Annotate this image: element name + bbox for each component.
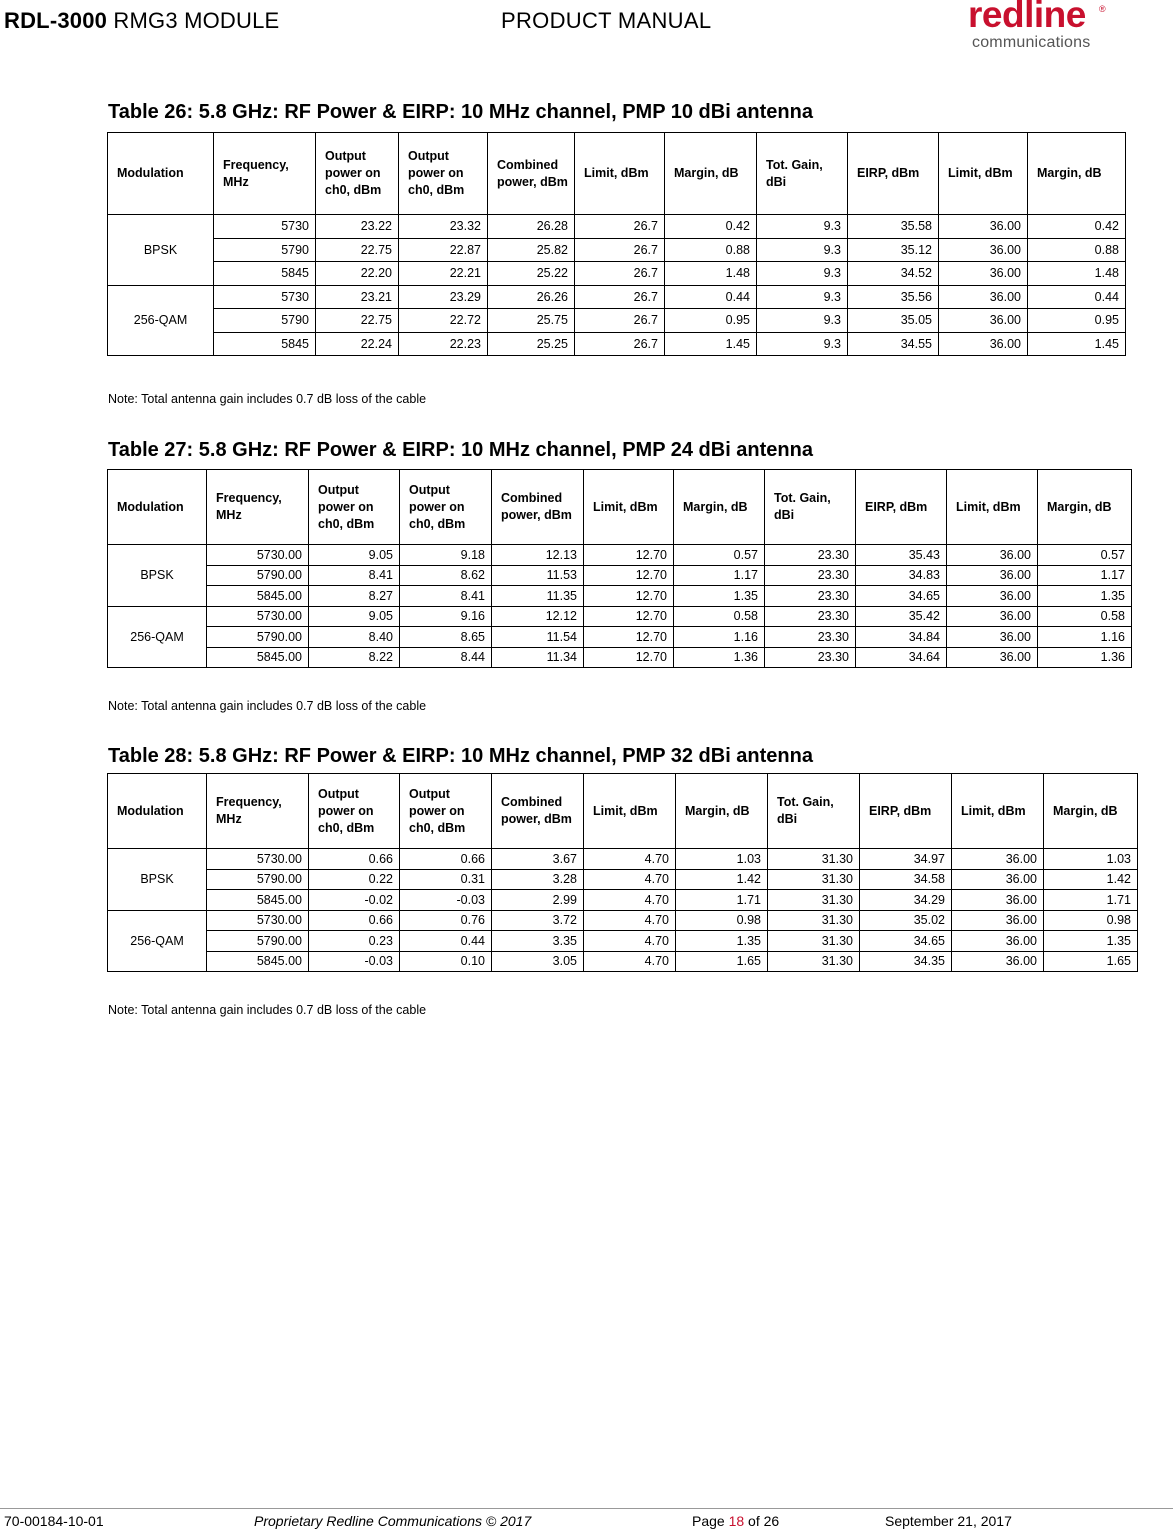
table-cell: 1.42 bbox=[676, 869, 768, 890]
table-cell: 23.30 bbox=[765, 627, 856, 648]
table-cell: 5845.00 bbox=[207, 951, 309, 972]
table-row bbox=[108, 869, 1138, 890]
table-26-note: Note: Total antenna gain includes 0.7 dB loss of the cable bbox=[108, 392, 427, 406]
table-cell: 1.16 bbox=[1038, 627, 1132, 648]
table-cell: 12.70 bbox=[584, 647, 674, 668]
table-row bbox=[108, 545, 1132, 566]
table-cell: 5790 bbox=[214, 238, 316, 262]
table-cell: 36.00 bbox=[947, 606, 1038, 627]
table-cell: 5845.00 bbox=[207, 647, 309, 668]
table-row bbox=[108, 262, 1126, 286]
table-cell: 0.23 bbox=[309, 931, 400, 952]
column-header: Tot. Gain, dBi bbox=[768, 774, 860, 849]
table-row bbox=[108, 215, 1126, 239]
page-header bbox=[0, 0, 1173, 60]
table-cell: 5845.00 bbox=[207, 586, 309, 607]
table-cell: 1.35 bbox=[1044, 931, 1138, 952]
column-header: Limit, dBm bbox=[939, 133, 1028, 215]
table-cell: 0.88 bbox=[1028, 238, 1126, 262]
table-cell: 34.65 bbox=[860, 931, 952, 952]
table-row bbox=[108, 951, 1138, 972]
table-cell: 25.82 bbox=[488, 238, 575, 262]
column-header: Margin, dB bbox=[1044, 774, 1138, 849]
table-cell: 12.12 bbox=[492, 606, 584, 627]
table-cell: 0.66 bbox=[400, 849, 492, 870]
table-cell: 23.30 bbox=[765, 545, 856, 566]
table-27-note: Note: Total antenna gain includes 0.7 dB loss of the cable bbox=[108, 699, 427, 713]
table-cell: 1.48 bbox=[665, 262, 757, 286]
table-cell: 5845 bbox=[214, 332, 316, 356]
table-cell: 8.27 bbox=[309, 586, 400, 607]
table-cell: 36.00 bbox=[939, 238, 1028, 262]
table-row bbox=[108, 285, 1126, 309]
table-cell: 11.34 bbox=[492, 647, 584, 668]
table-cell: 9.16 bbox=[400, 606, 492, 627]
table-cell: 22.72 bbox=[399, 309, 488, 333]
table-cell: 5790.00 bbox=[207, 869, 309, 890]
table-27 bbox=[107, 469, 1132, 668]
table-cell: 5845.00 bbox=[207, 890, 309, 911]
table-cell: 36.00 bbox=[947, 647, 1038, 668]
table-cell: 31.30 bbox=[768, 951, 860, 972]
table-cell: 0.44 bbox=[1028, 285, 1126, 309]
table-cell: 35.56 bbox=[848, 285, 939, 309]
table-cell: 1.48 bbox=[1028, 262, 1126, 286]
column-header: Output power on ch0, dBm bbox=[316, 133, 399, 215]
table-cell: 5845 bbox=[214, 262, 316, 286]
table-cell: 36.00 bbox=[952, 869, 1044, 890]
column-header: Margin, dB bbox=[1028, 133, 1126, 215]
table-cell: 9.3 bbox=[757, 238, 848, 262]
table-cell: 25.75 bbox=[488, 309, 575, 333]
table-cell: 23.30 bbox=[765, 647, 856, 668]
column-header: EIRP, dBm bbox=[848, 133, 939, 215]
table-cell: 34.52 bbox=[848, 262, 939, 286]
table-cell: 0.44 bbox=[665, 285, 757, 309]
table-cell: 23.30 bbox=[765, 565, 856, 586]
modulation-cell: BPSK bbox=[108, 849, 207, 911]
doc-number: 70-00184-10-01 bbox=[4, 1513, 104, 1529]
table-cell: 23.32 bbox=[399, 215, 488, 239]
table-cell: 31.30 bbox=[768, 849, 860, 870]
column-header: Combined power, dBm bbox=[492, 774, 584, 849]
table-cell: 0.95 bbox=[1028, 309, 1126, 333]
table-28-note: Note: Total antenna gain includes 0.7 dB loss of the cable bbox=[108, 1003, 427, 1017]
table-cell: 1.03 bbox=[676, 849, 768, 870]
column-header: Output power on ch0, dBm bbox=[399, 133, 488, 215]
column-header: Tot. Gain, dBi bbox=[757, 133, 848, 215]
table-cell: 1.35 bbox=[676, 931, 768, 952]
table-cell: 8.41 bbox=[309, 565, 400, 586]
column-header: Frequency, MHz bbox=[207, 470, 309, 545]
publication-date: September 21, 2017 bbox=[885, 1513, 1012, 1529]
table-cell: 1.71 bbox=[1044, 890, 1138, 911]
table-cell: 26.7 bbox=[575, 332, 665, 356]
table-cell: 22.75 bbox=[316, 309, 399, 333]
current-page-number: 18 bbox=[728, 1513, 745, 1529]
column-header: Limit, dBm bbox=[575, 133, 665, 215]
table-cell: 34.84 bbox=[856, 627, 947, 648]
column-header: EIRP, dBm bbox=[856, 470, 947, 545]
table-cell: 12.13 bbox=[492, 545, 584, 566]
table-cell: 0.10 bbox=[400, 951, 492, 972]
table-cell: 36.00 bbox=[952, 849, 1044, 870]
table-cell: 26.26 bbox=[488, 285, 575, 309]
table-cell: 1.65 bbox=[1044, 951, 1138, 972]
table-cell: 23.29 bbox=[399, 285, 488, 309]
table-cell: 1.17 bbox=[674, 565, 765, 586]
table-cell: 31.30 bbox=[768, 931, 860, 952]
table-cell: 1.17 bbox=[1038, 565, 1132, 586]
table-row bbox=[108, 910, 1138, 931]
table-row bbox=[108, 849, 1138, 870]
table-cell: 5730 bbox=[214, 285, 316, 309]
table-cell: 5790.00 bbox=[207, 565, 309, 586]
table-cell: 5790 bbox=[214, 309, 316, 333]
table-cell: 26.7 bbox=[575, 262, 665, 286]
table-cell: 34.35 bbox=[860, 951, 952, 972]
table-cell: 0.95 bbox=[665, 309, 757, 333]
table-cell: 9.3 bbox=[757, 262, 848, 286]
table-cell: 8.41 bbox=[400, 586, 492, 607]
footer-divider bbox=[0, 1508, 1173, 1509]
table-row bbox=[108, 647, 1132, 668]
column-header: Margin, dB bbox=[665, 133, 757, 215]
table-cell: 2.99 bbox=[492, 890, 584, 911]
table-cell: 0.98 bbox=[1044, 910, 1138, 931]
table-cell: 3.05 bbox=[492, 951, 584, 972]
column-header: EIRP, dBm bbox=[860, 774, 952, 849]
logo-registered-mark: ® bbox=[1099, 4, 1106, 14]
column-header: Margin, dB bbox=[1038, 470, 1132, 545]
table-cell: 22.87 bbox=[399, 238, 488, 262]
table-cell: 11.53 bbox=[492, 565, 584, 586]
table-cell: 26.7 bbox=[575, 215, 665, 239]
column-header: Combined power, dBm bbox=[488, 133, 575, 215]
table-cell: 1.36 bbox=[1038, 647, 1132, 668]
table-cell: 12.70 bbox=[584, 606, 674, 627]
table-cell: -0.03 bbox=[400, 890, 492, 911]
redline-logo bbox=[968, 0, 1108, 56]
column-header: Modulation bbox=[108, 470, 207, 545]
table-cell: 0.42 bbox=[665, 215, 757, 239]
table-cell: 9.3 bbox=[757, 285, 848, 309]
copyright-notice: Proprietary Redline Communications © 2017 bbox=[254, 1513, 532, 1529]
table-cell: 5730.00 bbox=[207, 545, 309, 566]
table-26 bbox=[107, 132, 1126, 356]
column-header: Limit, dBm bbox=[947, 470, 1038, 545]
table-cell: 36.00 bbox=[947, 627, 1038, 648]
table-cell: 4.70 bbox=[584, 931, 676, 952]
logo-wordmark: redline bbox=[968, 0, 1086, 35]
table-cell: -0.02 bbox=[309, 890, 400, 911]
table-cell: 4.70 bbox=[584, 890, 676, 911]
table-cell: 34.29 bbox=[860, 890, 952, 911]
table-cell: 22.20 bbox=[316, 262, 399, 286]
table-cell: 35.58 bbox=[848, 215, 939, 239]
table-cell: 35.43 bbox=[856, 545, 947, 566]
table-row bbox=[108, 586, 1132, 607]
table-cell: 22.21 bbox=[399, 262, 488, 286]
table-cell: 8.40 bbox=[309, 627, 400, 648]
column-header: Output power on ch0, dBm bbox=[400, 774, 492, 849]
table-cell: 8.65 bbox=[400, 627, 492, 648]
table-cell: 35.02 bbox=[860, 910, 952, 931]
table-cell: 3.35 bbox=[492, 931, 584, 952]
table-cell: 31.30 bbox=[768, 910, 860, 931]
table-cell: 5730.00 bbox=[207, 849, 309, 870]
table-cell: 12.70 bbox=[584, 586, 674, 607]
table-cell: 9.05 bbox=[309, 606, 400, 627]
modulation-cell: 256-QAM bbox=[108, 606, 207, 668]
table-cell: 26.7 bbox=[575, 238, 665, 262]
table-cell: 1.45 bbox=[665, 332, 757, 356]
table-cell: 1.45 bbox=[1028, 332, 1126, 356]
table-cell: 9.3 bbox=[757, 215, 848, 239]
table-cell: 34.64 bbox=[856, 647, 947, 668]
table-cell: 8.44 bbox=[400, 647, 492, 668]
table-row bbox=[108, 627, 1132, 648]
table-cell: 36.00 bbox=[952, 890, 1044, 911]
column-header: Output power on ch0, dBm bbox=[400, 470, 492, 545]
table-cell: -0.03 bbox=[309, 951, 400, 972]
column-header: Limit, dBm bbox=[584, 470, 674, 545]
table-cell: 0.66 bbox=[309, 849, 400, 870]
table-cell: 11.35 bbox=[492, 586, 584, 607]
table-cell: 4.70 bbox=[584, 849, 676, 870]
manual-title: PRODUCT MANUAL bbox=[501, 8, 712, 33]
table-cell: 23.30 bbox=[765, 606, 856, 627]
modulation-cell: 256-QAM bbox=[108, 285, 214, 356]
table-cell: 3.28 bbox=[492, 869, 584, 890]
page-indicator: Page 18 of 26 bbox=[692, 1513, 780, 1529]
table-cell: 23.21 bbox=[316, 285, 399, 309]
column-header: Margin, dB bbox=[674, 470, 765, 545]
table-cell: 25.22 bbox=[488, 262, 575, 286]
table-cell: 34.65 bbox=[856, 586, 947, 607]
table-row bbox=[108, 332, 1126, 356]
table-cell: 36.00 bbox=[939, 309, 1028, 333]
table-cell: 0.22 bbox=[309, 869, 400, 890]
table-cell: 34.55 bbox=[848, 332, 939, 356]
table-row bbox=[108, 565, 1132, 586]
table-cell: 1.71 bbox=[676, 890, 768, 911]
table-cell: 36.00 bbox=[939, 262, 1028, 286]
table-cell: 26.28 bbox=[488, 215, 575, 239]
table-cell: 34.83 bbox=[856, 565, 947, 586]
column-header: Margin, dB bbox=[676, 774, 768, 849]
table-cell: 0.66 bbox=[309, 910, 400, 931]
table-row bbox=[108, 606, 1132, 627]
table-cell: 0.58 bbox=[1038, 606, 1132, 627]
table-cell: 25.25 bbox=[488, 332, 575, 356]
table-cell: 0.57 bbox=[1038, 545, 1132, 566]
table-cell: 1.36 bbox=[674, 647, 765, 668]
table-cell: 5790.00 bbox=[207, 931, 309, 952]
table-cell: 4.70 bbox=[584, 951, 676, 972]
table-cell: 1.42 bbox=[1044, 869, 1138, 890]
table-cell: 11.54 bbox=[492, 627, 584, 648]
table-cell: 0.44 bbox=[400, 931, 492, 952]
table-cell: 36.00 bbox=[952, 931, 1044, 952]
table-28-title: Table 28: 5.8 GHz: RF Power & EIRP: 10 MHz channel, PMP 32 dBi antenna bbox=[108, 745, 813, 767]
column-header: Output power on ch0, dBm bbox=[309, 774, 400, 849]
table-cell: 4.70 bbox=[584, 910, 676, 931]
modulation-cell: BPSK bbox=[108, 545, 207, 607]
table-cell: 1.16 bbox=[674, 627, 765, 648]
table-cell: 1.35 bbox=[674, 586, 765, 607]
table-cell: 9.05 bbox=[309, 545, 400, 566]
table-cell: 5790.00 bbox=[207, 627, 309, 648]
table-cell: 9.18 bbox=[400, 545, 492, 566]
table-cell: 0.31 bbox=[400, 869, 492, 890]
column-header: Frequency, MHz bbox=[214, 133, 316, 215]
table-cell: 36.00 bbox=[952, 951, 1044, 972]
table-cell: 0.98 bbox=[676, 910, 768, 931]
table-cell: 3.72 bbox=[492, 910, 584, 931]
table-cell: 36.00 bbox=[939, 332, 1028, 356]
column-header: Tot. Gain, dBi bbox=[765, 470, 856, 545]
table-row bbox=[108, 238, 1126, 262]
column-header: Output power on ch0, dBm bbox=[309, 470, 400, 545]
table-cell: 36.00 bbox=[947, 545, 1038, 566]
column-header: Combined power, dBm bbox=[492, 470, 584, 545]
table-cell: 36.00 bbox=[947, 565, 1038, 586]
column-header: Limit, dBm bbox=[952, 774, 1044, 849]
table-cell: 12.70 bbox=[584, 565, 674, 586]
table-cell: 22.24 bbox=[316, 332, 399, 356]
table-cell: 23.22 bbox=[316, 215, 399, 239]
table-cell: 1.35 bbox=[1038, 586, 1132, 607]
table-cell: 36.00 bbox=[947, 586, 1038, 607]
table-28 bbox=[107, 773, 1138, 972]
column-header: Modulation bbox=[108, 774, 207, 849]
table-cell: 0.58 bbox=[674, 606, 765, 627]
table-cell: 8.62 bbox=[400, 565, 492, 586]
column-header: Modulation bbox=[108, 133, 214, 215]
table-cell: 0.42 bbox=[1028, 215, 1126, 239]
table-cell: 9.3 bbox=[757, 332, 848, 356]
column-header: Frequency, MHz bbox=[207, 774, 309, 849]
table-cell: 23.30 bbox=[765, 586, 856, 607]
table-cell: 5730.00 bbox=[207, 910, 309, 931]
table-cell: 36.00 bbox=[939, 285, 1028, 309]
table-cell: 0.76 bbox=[400, 910, 492, 931]
table-cell: 8.22 bbox=[309, 647, 400, 668]
table-cell: 1.03 bbox=[1044, 849, 1138, 870]
table-cell: 34.58 bbox=[860, 869, 952, 890]
table-cell: 9.3 bbox=[757, 309, 848, 333]
table-row bbox=[108, 931, 1138, 952]
table-cell: 34.97 bbox=[860, 849, 952, 870]
table-cell: 3.67 bbox=[492, 849, 584, 870]
table-row bbox=[108, 890, 1138, 911]
table-cell: 35.42 bbox=[856, 606, 947, 627]
table-row bbox=[108, 309, 1126, 333]
table-cell: 1.65 bbox=[676, 951, 768, 972]
table-cell: 35.05 bbox=[848, 309, 939, 333]
table-cell: 31.30 bbox=[768, 890, 860, 911]
table-cell: 0.88 bbox=[665, 238, 757, 262]
table-cell: 12.70 bbox=[584, 627, 674, 648]
table-27-title: Table 27: 5.8 GHz: RF Power & EIRP: 10 MHz channel, PMP 24 dBi antenna bbox=[108, 439, 813, 461]
table-cell: 12.70 bbox=[584, 545, 674, 566]
table-cell: 26.7 bbox=[575, 285, 665, 309]
table-26-title: Table 26: 5.8 GHz: RF Power & EIRP: 10 MHz channel, PMP 10 dBi antenna bbox=[108, 101, 813, 123]
product-name: RDL-3000 RMG3 MODULE bbox=[4, 8, 280, 33]
table-cell: 35.12 bbox=[848, 238, 939, 262]
column-header: Limit, dBm bbox=[584, 774, 676, 849]
table-cell: 26.7 bbox=[575, 309, 665, 333]
table-cell: 5730.00 bbox=[207, 606, 309, 627]
table-cell: 36.00 bbox=[952, 910, 1044, 931]
modulation-cell: 256-QAM bbox=[108, 910, 207, 972]
table-cell: 0.57 bbox=[674, 545, 765, 566]
table-cell: 36.00 bbox=[939, 215, 1028, 239]
table-cell: 31.30 bbox=[768, 869, 860, 890]
table-cell: 22.75 bbox=[316, 238, 399, 262]
logo-subtitle: communications bbox=[972, 34, 1091, 51]
table-cell: 4.70 bbox=[584, 869, 676, 890]
table-cell: 5730 bbox=[214, 215, 316, 239]
modulation-cell: BPSK bbox=[108, 215, 214, 286]
table-cell: 22.23 bbox=[399, 332, 488, 356]
